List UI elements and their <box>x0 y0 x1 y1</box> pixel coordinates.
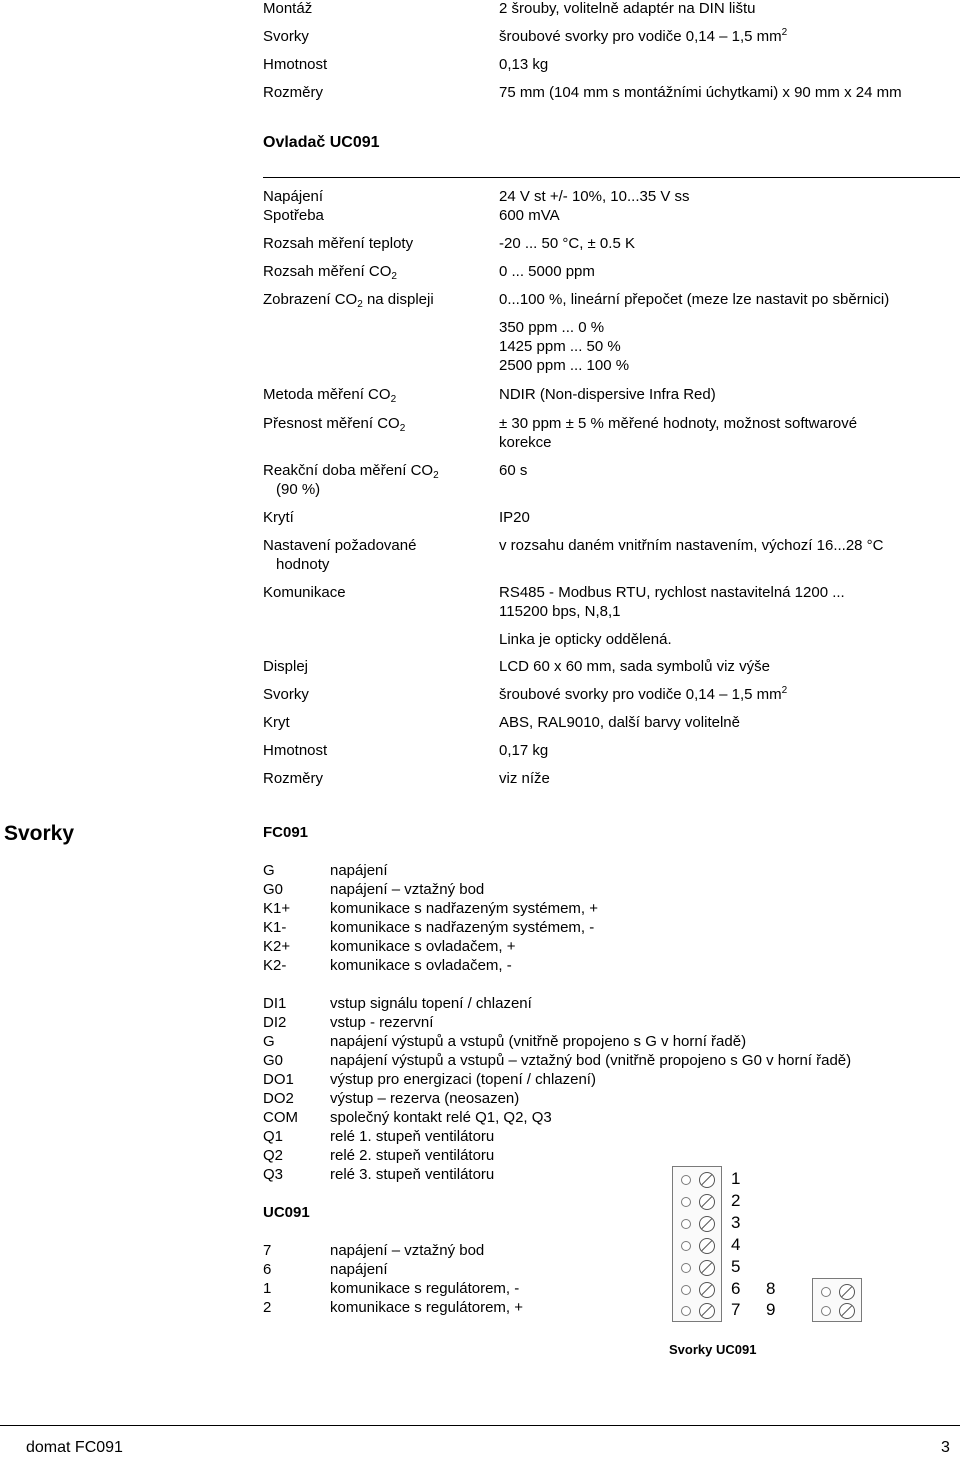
uc-label-displej: Displej <box>263 658 309 675</box>
spec-label-svorky: Svorky <box>263 28 309 45</box>
terminal-cell <box>677 1169 715 1190</box>
terminal-code: 6 <box>263 1261 272 1278</box>
uc-value-napajeni: 24 V st +/- 10%, 10...35 V ss <box>499 188 690 205</box>
uc-label-teplota: Rozsah měření teploty <box>263 235 414 252</box>
screw-icon <box>839 1284 855 1300</box>
terminal-cell <box>677 1257 715 1278</box>
wire-entry-icon <box>681 1263 691 1273</box>
uc-label-nastaveni-2: hodnoty <box>276 556 330 573</box>
terminal-code: DO2 <box>263 1090 294 1107</box>
terminal-number: 3 <box>731 1213 741 1232</box>
terminal-desc: komunikace s ovladačem, - <box>330 957 512 974</box>
uc-label-co2-metoda: Metoda měření $CO_2$ <box>263 386 397 405</box>
terminal-desc: vstup signálu topení / chlazení <box>330 995 532 1012</box>
uc-label-co2-zobrazeni: Zobrazení $CO_2$ na displeji <box>263 291 434 310</box>
uc-value-kryti: IP20 <box>499 509 530 526</box>
terminal-code: G <box>263 1033 275 1050</box>
terminal-desc: komunikace s regulátorem, + <box>330 1299 524 1316</box>
screw-icon <box>699 1238 715 1254</box>
terminal-code: G <box>263 862 275 879</box>
terminal-desc: napájení – vztažný bod <box>330 1242 485 1259</box>
terminal-number: 6 <box>731 1279 741 1298</box>
terminal-cell <box>677 1300 715 1321</box>
terminal-number: 7 <box>731 1300 741 1319</box>
uc-co2-mapping-1: 350 ppm ... 0 % <box>499 319 605 336</box>
spec-label-rozmery: Rozměry <box>263 84 324 101</box>
wire-entry-icon <box>681 1175 691 1185</box>
terminal-code: K1+ <box>263 900 291 917</box>
uc-co2-mapping-2: 1425 ppm ... 50 % <box>499 338 621 355</box>
terminal-desc: komunikace s nadřazeným systémem, + <box>330 900 599 917</box>
terminal-desc: výstup pro energizaci (topení / chlazení) <box>330 1071 596 1088</box>
uc-label-spotreba: Spotřeba <box>263 207 324 224</box>
uc-label-rozmery: Rozměry <box>263 770 324 787</box>
terminal-desc: komunikace s regulátorem, - <box>330 1280 520 1297</box>
uc-label-kryt: Kryt <box>263 714 290 731</box>
footer-divider <box>0 1425 960 1426</box>
uc-value-co2-metoda: NDIR (Non-dispersive Infra Red) <box>499 386 716 403</box>
terminal-cell <box>677 1191 715 1212</box>
terminal-cell <box>677 1235 715 1256</box>
terminal-number: 9 <box>766 1300 776 1319</box>
terminal-code: Q3 <box>263 1166 284 1183</box>
terminal-code: G0 <box>263 881 284 898</box>
uc-label-kryti: Krytí <box>263 509 294 526</box>
svorky-heading: Svorky <box>4 822 75 845</box>
uc-label-hmotnost: Hmotnost <box>263 742 328 759</box>
terminal-number: 8 <box>766 1279 776 1298</box>
terminal-desc: napájení výstupů a vstupů (vnitřně propojeno s G v horní řadě) <box>330 1033 747 1050</box>
uc-value-kryt: ABS, RAL9010, další barvy volitelně <box>499 714 740 731</box>
terminal-desc: napájení <box>330 862 388 879</box>
terminal-code: K2+ <box>263 938 291 955</box>
terminal-code: 7 <box>263 1242 272 1259</box>
uc-label-napajeni: Napájení <box>263 188 324 205</box>
terminal-desc: napájení <box>330 1261 388 1278</box>
terminal-code: DI2 <box>263 1014 287 1031</box>
screw-icon <box>699 1194 715 1210</box>
uc-section-title: Ovladač UC091 <box>263 134 380 151</box>
uc-value-svorky: šroubové svorky pro vodiče 0,14 – 1,5 $mm^2$ <box>499 685 788 703</box>
uc-label-co2-reakce: Reakční doba měření $CO_2$ <box>263 462 439 481</box>
wire-entry-icon <box>681 1219 691 1229</box>
spec-value-rozmery: 75 mm (104 mm s montážními úchytkami) x 90 mm x 24 mm <box>499 84 902 101</box>
spec-label-hmotnost: Hmotnost <box>263 56 328 73</box>
uc-value-hmotnost: 0,17 kg <box>499 742 549 759</box>
terminal-code: COM <box>263 1109 298 1126</box>
uc-label-svorky: Svorky <box>263 686 309 703</box>
footer-doc-title: domat FC091 <box>26 1439 123 1456</box>
terminal-number: 5 <box>731 1257 741 1276</box>
spec-value-montaz: 2 šrouby, volitelně adaptér na DIN lištu <box>499 0 756 17</box>
uc-value-co2-presnost-1: ± 30 ppm ± 5 % měřené hodnoty, možnost softwarové <box>499 415 858 432</box>
terminal-code: K1- <box>263 919 287 936</box>
uc-value-co2-rozsah: 0 ... 5000 ppm <box>499 263 595 280</box>
terminal-code: G0 <box>263 1052 284 1069</box>
screw-icon <box>839 1303 855 1319</box>
terminal-code: K2- <box>263 957 287 974</box>
wire-entry-icon <box>681 1241 691 1251</box>
screw-icon <box>699 1172 715 1188</box>
terminal-desc: napájení – vztažný bod <box>330 881 485 898</box>
screw-icon <box>699 1303 715 1319</box>
terminal-desc: společný kontakt relé Q1, Q2, Q3 <box>330 1109 552 1126</box>
fc091-title: FC091 <box>263 824 309 841</box>
terminal-code: DO1 <box>263 1071 294 1088</box>
screw-icon <box>699 1216 715 1232</box>
terminal-block-side <box>812 1278 862 1322</box>
terminal-desc: relé 3. stupeň ventilátoru <box>330 1166 495 1183</box>
uc-value-co2-presnost-2: korekce <box>499 434 552 451</box>
screw-icon <box>699 1282 715 1298</box>
wire-entry-icon <box>681 1285 691 1295</box>
wire-entry-icon <box>821 1287 831 1297</box>
uc091-title: UC091 <box>263 1204 310 1221</box>
terminal-cell <box>817 1300 855 1321</box>
uc-label-co2-reakce-2: (90 %) <box>276 481 321 498</box>
terminal-code: 2 <box>263 1299 272 1316</box>
terminal-desc: relé 2. stupeň ventilátoru <box>330 1147 495 1164</box>
terminal-number: 1 <box>731 1169 741 1188</box>
wire-entry-icon <box>821 1306 831 1316</box>
uc-label-komunikace: Komunikace <box>263 584 346 601</box>
terminal-code: Q1 <box>263 1128 284 1145</box>
uc-value-co2-reakce: 60 s <box>499 462 528 479</box>
figure-caption: Svorky UC091 <box>669 1342 757 1357</box>
terminal-desc: komunikace s ovladačem, + <box>330 938 516 955</box>
uc-value-spotreba: 600 mVA <box>499 207 560 224</box>
terminal-desc: vstup - rezervní <box>330 1014 434 1031</box>
wire-entry-icon <box>681 1306 691 1316</box>
screw-icon <box>699 1260 715 1276</box>
uc-value-rozmery: viz níže <box>499 770 550 787</box>
spec-value-hmotnost: 0,13 kg <box>499 56 549 73</box>
uc-value-komunikace-2: 115200 bps, N,8,1 <box>499 603 621 620</box>
terminal-number: 4 <box>731 1235 741 1254</box>
uc-value-nastaveni: v rozsahu daném vnitřním nastavením, výchozí 16...28 °C <box>499 537 884 554</box>
terminal-desc: komunikace s nadřazeným systémem, - <box>330 919 595 936</box>
wire-entry-icon <box>681 1197 691 1207</box>
terminal-cell <box>677 1213 715 1234</box>
spec-label-montaz: Montáž <box>263 0 313 17</box>
section-divider <box>263 177 960 178</box>
terminal-code: DI1 <box>263 995 287 1012</box>
terminal-desc: relé 1. stupeň ventilátoru <box>330 1128 495 1145</box>
footer-page-number: 3 <box>941 1439 950 1456</box>
terminal-code: 1 <box>263 1280 272 1297</box>
uc-co2-mapping-3: 2500 ppm ... 100 % <box>499 357 630 374</box>
terminal-cell <box>817 1281 855 1302</box>
terminal-cell <box>677 1279 715 1300</box>
terminal-code: Q2 <box>263 1147 284 1164</box>
uc-value-co2-zobrazeni: 0...100 %, lineární přepočet (meze lze nastavit po sběrnici) <box>499 291 890 308</box>
terminal-block-main <box>672 1166 722 1322</box>
terminal-desc: napájení výstupů a vstupů – vztažný bod (vnitřně propojeno s G0 v horní řadě) <box>330 1052 852 1069</box>
terminal-desc: výstup – rezerva (neosazen) <box>330 1090 520 1107</box>
uc-value-komunikace-3: Linka je opticky oddělená. <box>499 631 672 648</box>
uc-label-nastaveni-1: Nastavení požadované <box>263 537 417 554</box>
uc-value-teplota: -20 ... 50 °C, ± 0.5 K <box>499 235 635 252</box>
uc-value-komunikace-1: RS485 - Modbus RTU, rychlost nastavitelná 1200 ... <box>499 584 845 601</box>
uc-value-displej: LCD 60 x 60 mm, sada symbolů viz výše <box>499 658 770 675</box>
uc-label-co2-rozsah: Rozsah měření $CO_2$ <box>263 263 397 282</box>
spec-value-svorky: šroubové svorky pro vodiče 0,14 – 1,5 $mm^2$ <box>499 27 788 45</box>
uc-label-co2-presnost: Přesnost měření $CO_2$ <box>263 415 406 434</box>
terminal-number: 2 <box>731 1191 741 1210</box>
